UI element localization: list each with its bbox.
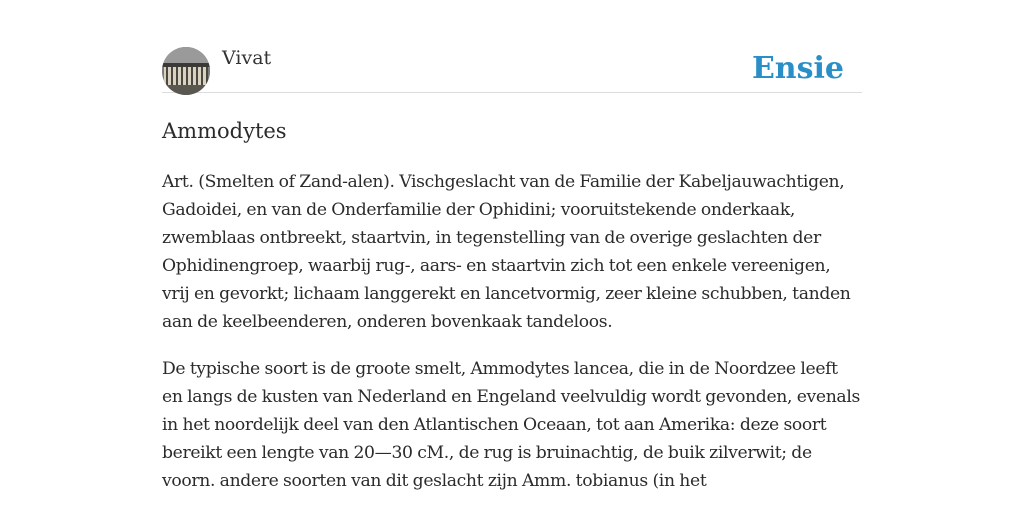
article-title: Ammodytes — [162, 119, 287, 143]
book-spines-avatar-icon — [162, 47, 210, 95]
article-header — [162, 46, 862, 93]
avatar[interactable] — [162, 47, 210, 95]
brand-logo[interactable]: Ensie — [751, 51, 844, 86]
article-paragraph: Art. (Smelten of Zand-alen). Vischgeslacht van de Familie der Kabeljauwachtigen, Gadoidei, en van de Onderfamilie der Ophidini; vooruitstekende onderkaak, zwemblaas ontbreekt, staartvin, in tegenstelling van de overige geslachten der Ophidinengroep, waarbij rug-, aars- en staartvin zich tot een enkele vereenigen, vrij en gevorkt; lichaam langgerekt en lancetvormig, zeer kleine schubben, tanden aan de keelbeenderen, onderen bovenkaak tandeloos. — [162, 172, 851, 332]
article-body — [162, 168, 862, 512]
article-paragraph: De typische soort is de groote smelt, Ammodytes lancea, die in de Noordzee leeft en langs de kusten van Nederland en Engeland veelvuldig wordt gevonden, evenals in het noordelijk deel van den Atlantischen Oceaan, tot aan Amerika: deze soort bereikt een lengte van 20—30 cM., de rug is bruinachtig, de buik zilverwit; de voorn. andere soorten van dit geslacht zijn Amm. tobianus (in het — [162, 359, 860, 491]
source-name[interactable]: Vivat — [222, 47, 272, 69]
